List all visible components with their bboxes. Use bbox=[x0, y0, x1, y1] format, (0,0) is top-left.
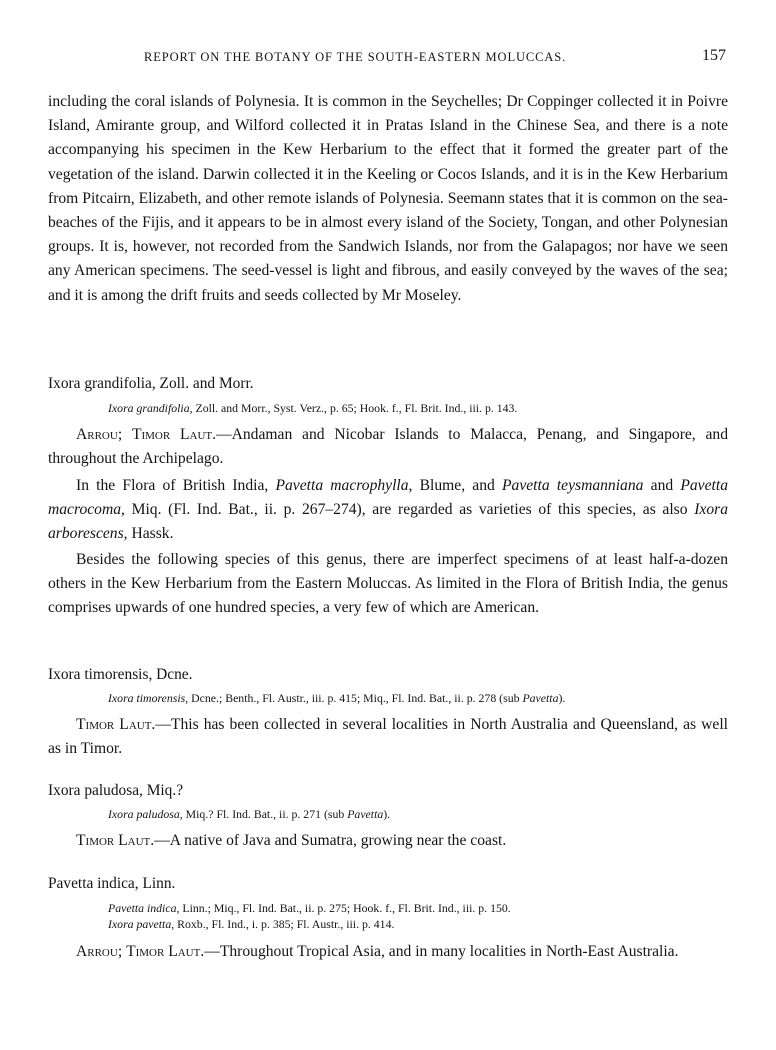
locality-timor-laut: Timor Laut. bbox=[76, 832, 155, 849]
synonym-end: ). bbox=[558, 691, 566, 705]
species-name: Ixora paludosa bbox=[48, 782, 140, 799]
locality-timor-laut: Timor Laut. bbox=[131, 426, 217, 443]
synonym-reference: , Dcne.; Benth., Fl. Austr., iii. p. 415; Miq., Fl. Ind. Bat., ii. p. 278 (sub bbox=[185, 691, 523, 705]
synonym-reference: , Miq.? Fl. Ind. Bat., ii. p. 271 (sub bbox=[179, 807, 348, 821]
synonym-reference: , Linn.; Miq., Fl. Ind. Bat., ii. p. 275; Hook. f., Fl. Brit. Ind., iii. p. 150. bbox=[176, 901, 511, 915]
page-number: 157 bbox=[702, 47, 726, 64]
species-authority: , Zoll. and Morr. bbox=[151, 375, 254, 392]
synonym-name: Pavetta indica bbox=[108, 901, 177, 915]
synonymy-ixora-paludosa bbox=[108, 806, 390, 823]
locality-separator: ; bbox=[117, 943, 127, 960]
synonymy-ixora-pavetta bbox=[108, 916, 394, 933]
locality-separator: ; bbox=[117, 426, 132, 443]
locality-text: —Throughout Tropical Asia, and in many localities in North-East Australia. bbox=[204, 943, 679, 960]
species-authority: , Dcne. bbox=[148, 666, 193, 683]
synonym-name: Ixora grandifolia bbox=[108, 401, 190, 415]
note-ixora-grandifolia bbox=[48, 474, 728, 547]
synonym-name: Ixora timorensis bbox=[108, 691, 186, 705]
synonym-genus: Pavetta bbox=[347, 807, 384, 821]
locality-text: —This has been collected in several localities in North Australia and Queensland, as well as in Timor. bbox=[48, 716, 728, 758]
species-heading-ixora-paludosa bbox=[48, 781, 183, 801]
locality-ixora-grandifolia bbox=[48, 423, 728, 471]
locality-timor-laut: Timor Laut. bbox=[126, 943, 205, 960]
species-authority: , Linn. bbox=[134, 875, 176, 892]
synonym-genus: Pavetta bbox=[522, 691, 559, 705]
species-name: Ixora grandifolia bbox=[48, 375, 152, 392]
locality-arrou: Arrou bbox=[76, 943, 118, 960]
species-name: Pavetta indica bbox=[48, 875, 135, 892]
species-heading-pavetta-indica bbox=[48, 874, 175, 894]
running-header bbox=[48, 47, 728, 67]
note-text: , Blume, and bbox=[408, 477, 503, 494]
note-text: In the Flora of British India, bbox=[76, 477, 276, 494]
locality-text: —A native of Java and Sumatra, growing near the coast. bbox=[154, 832, 507, 849]
synonym-end: ). bbox=[383, 807, 391, 821]
note-taxon: Ixora arborescens bbox=[48, 501, 728, 543]
note-text: , Hassk. bbox=[123, 525, 174, 543]
species-heading-ixora-grandifolia bbox=[48, 374, 254, 394]
species-name: Ixora timorensis bbox=[48, 666, 149, 683]
synonymy-ixora-timorensis bbox=[108, 690, 565, 707]
note-text: , Miq. (Fl. Ind. Bat., ii. p. 267–274), are regarded as varieties of this species, as also bbox=[121, 501, 695, 519]
locality-text: —Andaman and Nicobar Islands to Malacca, Penang, and Singapore, and throughout the Archipelago. bbox=[48, 426, 729, 468]
locality-pavetta-indica bbox=[48, 940, 728, 964]
synonymy-pavetta-indica bbox=[108, 900, 511, 917]
note-taxon: Pavetta macrocoma bbox=[48, 477, 728, 519]
locality-ixora-paludosa bbox=[48, 829, 728, 853]
intro-paragraph: including the coral islands of Polynesia. It is common in the Seychelles; Dr Coppinger collected it in Poivre Island, Amirante group, and Wilford collected it in Pratas Island in the Chinese Sea, and there is a note accompanying his specimen in the Kew Herbarium to the effect that it formed the greater part of the vegetation of the island. Darwin collected it in the Keeling or Cocos Islands, and it is in the Kew Herbarium from Pitcairn, Elizabeth, and other remote islands of Polynesia. Seemann states that it is common on the sea-beaches of the Fijis, and it appears to be in almost every island of the Society, Tongan, and other Polynesian groups. It is, however, not recorded from the Sandwich Islands, nor from the Galapagos; nor have we seen any American specimens. The seed-vessel is light and fibrous, and easily conveyed by the waves of the sea; and it is among the drift fruits and seeds collected by Mr Moseley. bbox=[48, 93, 728, 304]
locality-ixora-timorensis bbox=[48, 713, 728, 761]
locality-timor-laut: Timor Laut. bbox=[76, 716, 156, 733]
species-authority: , Miq.? bbox=[139, 782, 184, 799]
synonym-reference: , Roxb., Fl. Ind., i. p. 385; Fl. Austr., iii. p. 414. bbox=[171, 917, 395, 931]
note-taxon: Pavetta teysmanniana bbox=[502, 477, 644, 494]
running-title: REPORT ON THE BOTANY OF THE SOUTH-EASTERN MOLUCCAS. bbox=[144, 50, 567, 64]
species-heading-ixora-timorensis bbox=[48, 665, 192, 685]
genus-note-paragraph: Besides the following species of this genus, there are imperfect specimens of at least half-a-dozen others in the Kew Herbarium from the Eastern Moluccas. As limited in the Flora of British India, the genus comprises upwards of one hundred species, a very few of which are American. bbox=[48, 551, 728, 617]
note-text: and bbox=[643, 477, 681, 494]
locality-arrou: Arrou bbox=[76, 426, 118, 443]
synonym-name: Ixora pavetta bbox=[108, 917, 172, 931]
synonym-name: Ixora paludosa bbox=[108, 807, 180, 821]
note-taxon: Pavetta macrophylla bbox=[275, 477, 409, 494]
synonym-reference: , Zoll. and Morr., Syst. Verz., p. 65; Hook. f., Fl. Brit. Ind., iii. p. 143. bbox=[189, 401, 518, 415]
synonymy-ixora-grandifolia bbox=[108, 400, 517, 417]
